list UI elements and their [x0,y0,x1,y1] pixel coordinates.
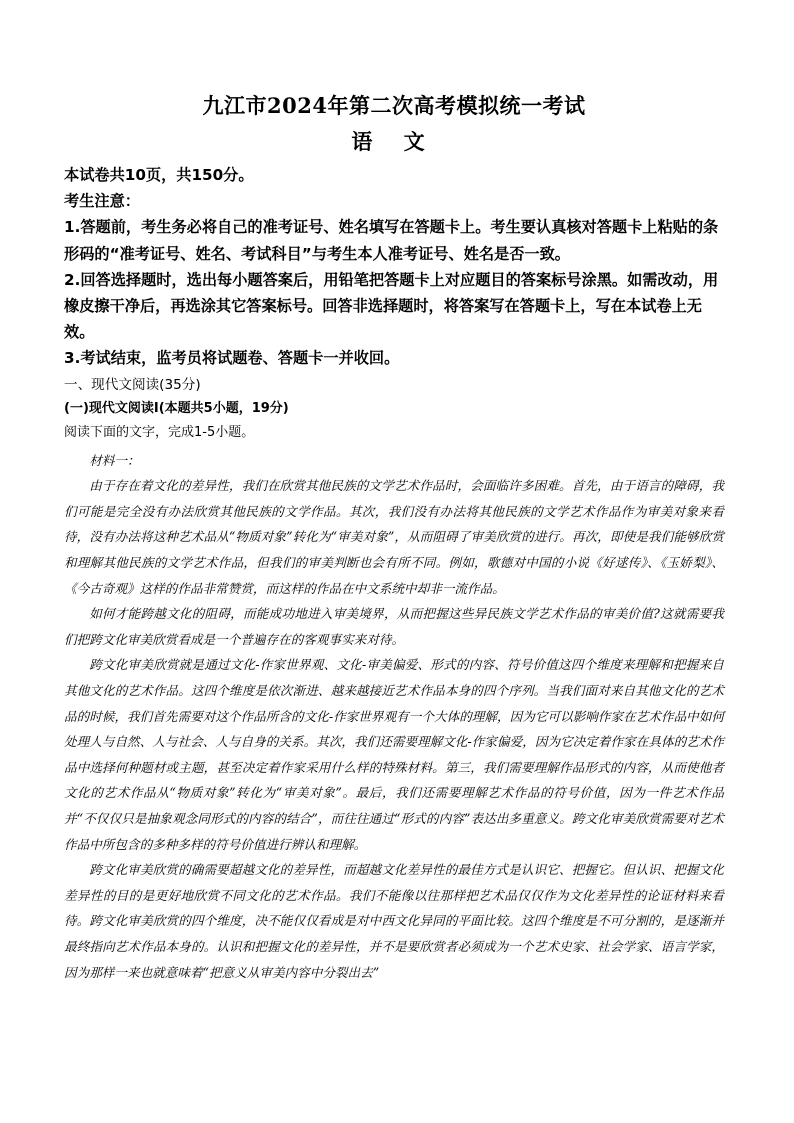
material-label: 材料一： [89,452,140,468]
notice-item: 3.考试结束，监考员将试题卷、答题卡一并收回。 [64,349,400,368]
subject-title: 语 文 [351,129,437,154]
notice-block [64,162,724,372]
section-heading: 一、现代文阅读(35分) [64,376,201,393]
exam-title: 九江市2024年第二次高考模拟统一考试 [202,93,586,118]
material-paragraph: 跨文化审美欣赏就是通过文化-作家世界观、文化-审美偏爱、形式的内容、符号价值这四个维度来理解和把握来自其他文化的艺术作品。这四个维度是依次渐进、越来越接近艺术作品本身的四个序列。当我们面对来自其他文化的艺术品的时候，我们首先需要对这个作品所含的文化-作家世界观有一个大体的理解，因为它可以影响作家在艺术作品中如何处理人与自然、人与社会、人与自身的关系。其次，我们还需要理解文化-作家偏爱，因为它决定着作家在具体的艺术作品中选择何种题材或主题，甚至决定着作家采用什么样的特殊材料。第三，我们需要理解作品形式的内容，从而使他者文化的艺术作品从“物质对象”转化为“审美对象”。最后，我们还需要理解艺术作品的符号价值，因为一件艺术作品并“不仅仅只是抽象观念同形式的内容的结合”，而往往通过“形式的内容”表达出多重意义。跨文化审美欣赏需要对艺术作品中所包含的多种多样的符号价值进行辨认和理解。 [64,657,724,852]
paper-summary: 本试卷共10页，共150分。 [64,166,254,184]
notice-item: 2.回答选择题时，选出每小题答案后，用铅笔把答题卡上对应题目的答案标号涂黑。如需改动，用橡皮擦干净后，再选涂其它答案标号。回答非选择题时，将答案写在答题卡上，写在本试卷上无效。 [64,270,719,342]
material-paragraph: 由于存在着文化的差异性，我们在欣赏其他民族的文学艺术作品时，会面临许多困难。首先，由于语言的障碍，我们可能是完全没有办法欣赏其他民族的文学作品。其次，我们没有办法将其他民族的文学艺术作品作为审美对象来看待，没有办法将这种艺术品从“物质对象”转化为“审美对象”，从而阻碍了审美欣赏的进行。再次，即使是我们能够欣赏和理解其他民族的文学艺术作品，但我们的审美判断也会有所不同。例如，歌德对中国的小说《好逑传》、《玉娇梨》、《今古奇观》这样的作品非常赞赏，而这样的作品在中文系统中却非一流作品。 [64,478,724,596]
subsection-heading: (一)现代文阅读Ⅰ(本题共5小题，19分) [64,400,289,416]
notice-heading: 考生注意： [64,192,140,211]
notice-item: 1.答题前，考生务必将自己的准考证号、姓名填写在答题卡上。考生要认真核对答题卡上粘贴的条形码的“准考证号、姓名、考试科目”与考生本人准考证号、姓名是否一致。 [64,218,719,263]
reading-instruction: 阅读下面的文字，完成1-5小题。 [64,424,255,440]
material-paragraph: 跨文化审美欣赏的确需要超越文化的差异性，而超越文化差异性的最佳方式是认识它、把握它。但认识、把握文化差异性的目的是更好地欣赏不同文化的艺术作品。我们不能像以往那样把艺术品仅仅作为文化差异性的论证材料来看待。跨文化审美欣赏的四个维度，决不能仅仅看成是对中西文化异同的平面比较。这四个维度是不可分割的，是逐渐并最终指向艺术作品本身的。认识和把握文化的差异性，并不是要欣赏者必须成为一个艺术史家、社会学家、语言学家，因为那样一来也就意味着“把意义从审美内容中分裂出去” [64,862,724,980]
reading-material [64,448,724,985]
material-paragraph: 如何才能跨越文化的阻碍，而能成功地进入审美境界，从而把握这些异民族文学艺术作品的审美价值?这就需要我们把跨文化审美欣赏看成是一个普遍存在的客观事实来对待。 [64,606,724,647]
